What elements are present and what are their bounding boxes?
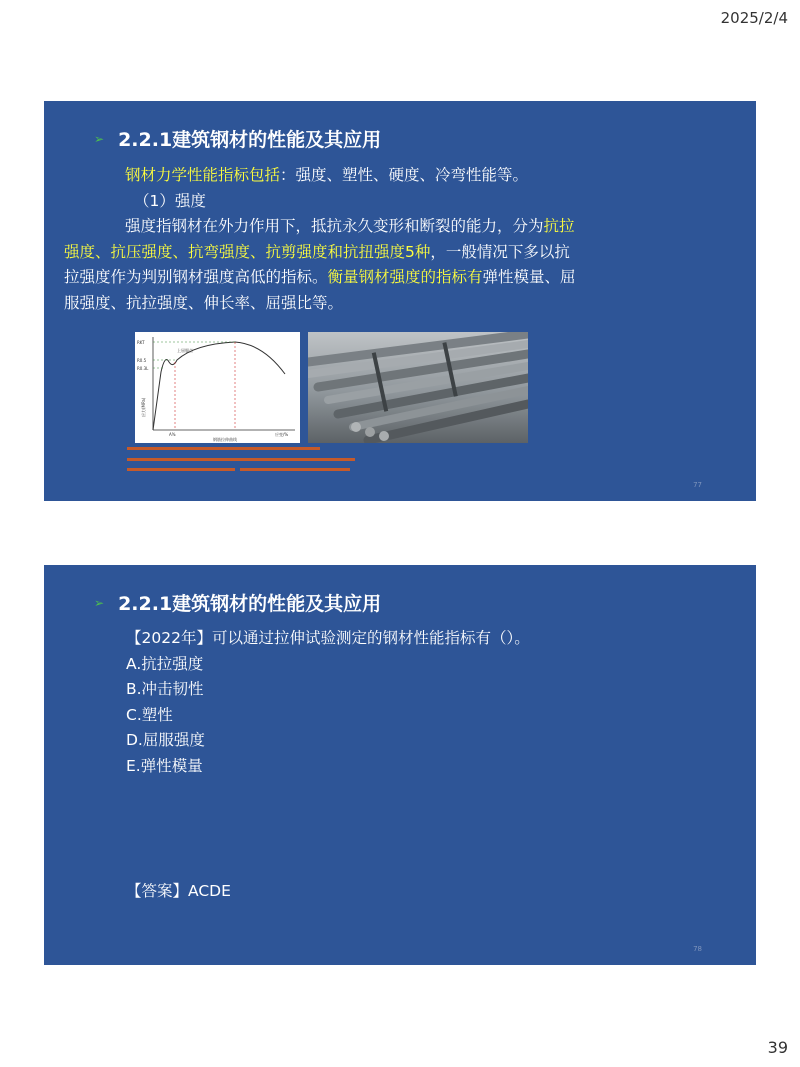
print-date: 2025/2/4 <box>720 9 788 27</box>
slide-77 <box>44 101 756 501</box>
y-tick-label: R0.5 <box>137 358 147 363</box>
stress-strain-figure <box>135 332 300 443</box>
x-tick-label: A% <box>169 432 176 437</box>
question-text: 【2022年】可以通过拉伸试验测定的钢材性能指标有（）。 <box>126 629 530 647</box>
slide-number: 78 <box>693 945 702 953</box>
slide-title-row <box>94 125 381 152</box>
body-text: ：强度、塑性、硬度、冷弯性能等。 <box>280 166 529 184</box>
curve-annotation: 上屈服点 <box>177 348 193 353</box>
decorative-line <box>127 468 235 471</box>
paragraph-strength <box>64 214 584 316</box>
slide-title: 2.2.1建筑钢材的性能及其应用 <box>118 593 382 615</box>
page-number: 39 <box>767 1038 788 1057</box>
highlight-text: 抗拉强度、抗压强度、抗弯强度、抗剪强度和抗扭强度5种 <box>64 217 575 261</box>
figure-caption: 钢筋拉伸曲线 <box>213 437 237 442</box>
body-text: 强度指钢材在外力作用下，抵抗永久变形和断裂的能力，分为 <box>125 217 544 235</box>
y-axis-label: 应力(MPa) <box>141 397 146 417</box>
rebar-photo-svg <box>308 332 528 443</box>
slide-title: 2.2.1建筑钢材的性能及其应用 <box>118 129 382 151</box>
slide-78 <box>44 565 756 965</box>
y-tick-label: R0.3L <box>137 366 149 371</box>
slide-number: 77 <box>693 481 702 489</box>
decorative-line <box>240 468 350 471</box>
option-a: A.抗拉强度 <box>126 654 204 673</box>
slide-body <box>64 163 584 316</box>
bullet-arrow-icon: ➢ <box>94 595 105 610</box>
body-text: 弹性模量、屈服强度、抗拉强度、伸长率、屈强比等。 <box>64 268 576 312</box>
stress-strain-curve <box>153 342 285 430</box>
y-tick-label: RKT <box>137 340 145 345</box>
bullet-arrow-icon: ➢ <box>94 131 105 146</box>
highlight-text: 钢材力学性能指标包括 <box>125 166 281 184</box>
body-text: （1）强度 <box>134 191 206 210</box>
stress-strain-curve-svg <box>135 332 300 443</box>
option-c: C.塑性 <box>126 705 173 724</box>
highlight-text: 衡量钢材强度的指标有 <box>327 268 483 286</box>
body-text: ，一般情况下多以抗拉强度作为判别钢材强度高低的指标。 <box>64 242 570 286</box>
x-axis-label: 应变/% <box>275 432 289 437</box>
answer-text: 【答案】ACDE <box>126 882 231 900</box>
option-e: E.弹性模量 <box>126 756 203 775</box>
decorative-line <box>127 447 320 450</box>
steel-rebar-photo <box>308 332 528 443</box>
question-block <box>126 626 530 779</box>
paragraph-properties <box>64 163 584 189</box>
slide-title-row <box>94 589 381 616</box>
option-b: B.冲击韧性 <box>126 680 204 698</box>
paragraph-strength-heading <box>64 189 584 215</box>
option-d: D.屈服强度 <box>126 731 205 749</box>
decorative-line <box>127 458 355 461</box>
